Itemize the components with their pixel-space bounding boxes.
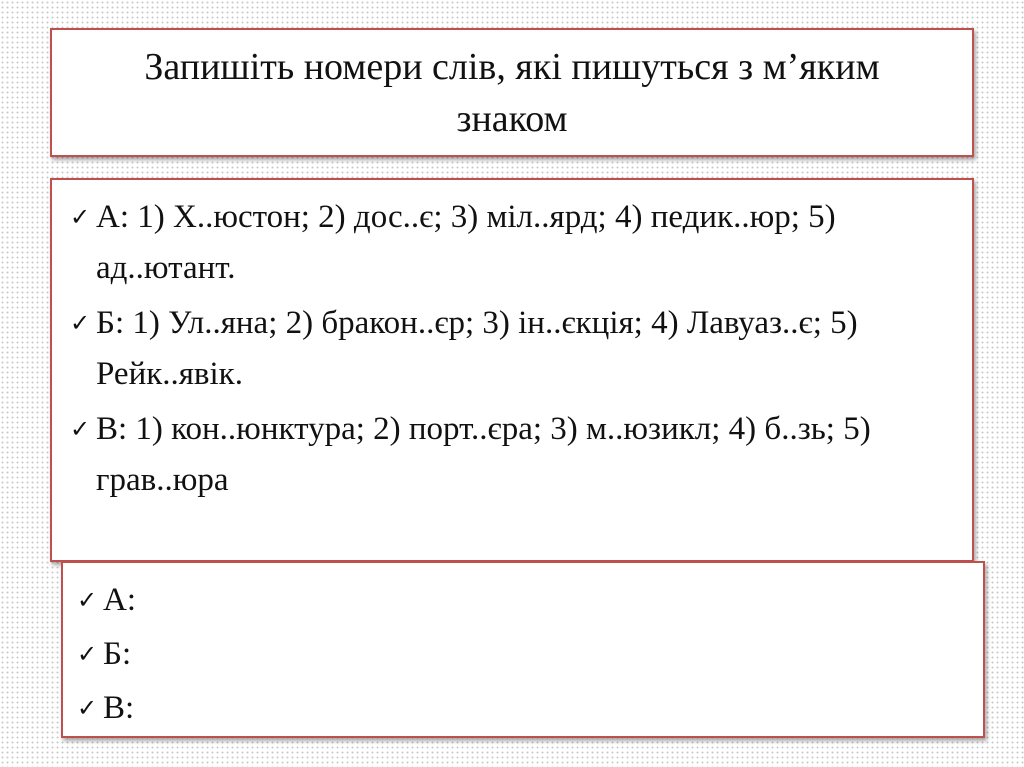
answer-list <box>77 573 963 735</box>
checkmark-icon: ✓ <box>70 415 91 443</box>
task-list <box>70 192 952 506</box>
checkmark-icon: ✓ <box>70 309 91 337</box>
checkmark-icon: ✓ <box>77 694 98 722</box>
answer-item-v <box>77 681 963 735</box>
checkmark-icon: ✓ <box>70 203 91 231</box>
title-box <box>50 28 974 157</box>
checkmark-icon: ✓ <box>77 586 98 614</box>
answer-box <box>61 561 985 738</box>
answer-label-a: А: <box>103 582 136 618</box>
task-text-b: Б: 1) Ул..яна; 2) бракон..єр; 3) ін..єкція; 4) Лавуаз..є; 5) Рейк..явік. <box>96 305 858 392</box>
answer-item-a <box>77 573 963 627</box>
answer-label-b: Б: <box>103 636 132 672</box>
task-item-a <box>70 192 952 294</box>
checkmark-icon: ✓ <box>77 640 98 668</box>
task-text-v: В: 1) кон..юнктура; 2) порт..єра; 3) м..юзикл; 4) б..зь; 5) грав..юра <box>96 411 871 498</box>
task-box <box>50 178 974 562</box>
task-text-a: А: 1) Х..юстон; 2) дос..є; 3) міл..ярд; 4) педик..юр; 5) ад..ютант. <box>96 199 836 286</box>
task-item-b <box>70 298 952 400</box>
task-item-v <box>70 404 952 506</box>
answer-item-b <box>77 627 963 681</box>
answer-label-v: В: <box>103 690 135 726</box>
slide-title: Запишіть номери слів, які пишуться з м’яким знаком <box>144 45 880 140</box>
